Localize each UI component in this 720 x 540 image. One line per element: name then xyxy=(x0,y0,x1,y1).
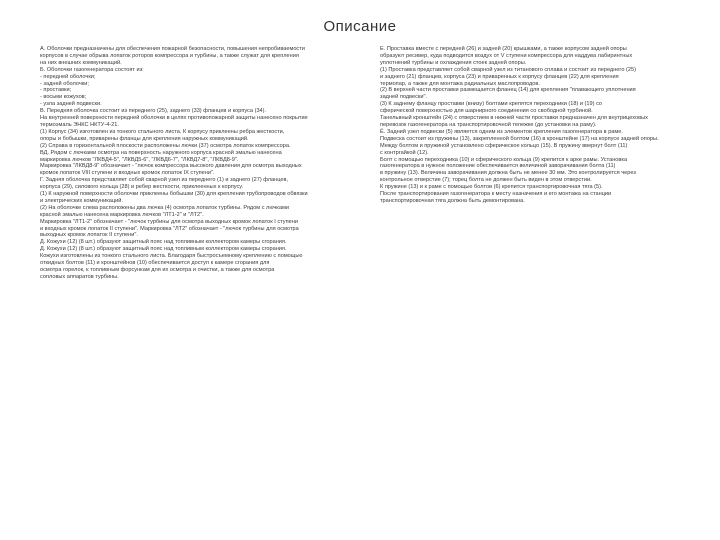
left-column-paragraph: На внутренней поверхности передней оболочки в целях противопожарной защиты нанесено покрытие xyxy=(40,115,308,122)
right-column-paragraph: контрольное отверстие (7); торец болта не должен быть виден в этом отверстии. xyxy=(380,177,592,184)
left-column-paragraph: корпуса (29), силового кольца (28) и ребер жесткости, приклеенных к корпусу. xyxy=(40,184,244,191)
right-column-paragraph: Подвеска состоит из пружины (13), закрепленной болтом (16) в кронштейне (17) на корпусе задней опоры. xyxy=(380,135,659,142)
right-column-paragraph: термопар, а также для монтажа радиальных маслопроводов. xyxy=(380,80,540,87)
left-column-paragraph: - узла задней подвески. xyxy=(40,101,102,108)
right-column-paragraph: и заднего (21) фланцев, корпуса (23) и приваренных к корпусу фланцев (22) для крепления xyxy=(380,73,619,80)
left-column-paragraph: корпусов в случае обрыва лопаток роторов компрессора и турбины, а также служат для крепления xyxy=(40,52,299,59)
left-column-paragraph: В. Передняя оболочка состоит из переднего (25), заднего (33) фланцев и корпуса (34). xyxy=(40,108,267,115)
left-column-paragraph: (1) Корпус (34) изготовлен из тонкого стального листа. К корпусу приклеены ребра жесткости, xyxy=(40,128,285,135)
left-column-paragraph: Г. Задняя оболочка представляет собой сварной узел из переднего (1) и заднего (27) фланцев, xyxy=(40,177,289,184)
left-column-paragraph: - задней оболочки; xyxy=(40,80,89,87)
left-column-paragraph: осмотра горелок, к топливным форсункам для их осмотра и очистки, а также для осмотра xyxy=(40,267,275,273)
right-column-paragraph: задней подвески". xyxy=(380,94,428,101)
left-column-paragraph: Б. Оболочки газогенератора состоят из: xyxy=(40,66,144,73)
left-column-paragraph: маркировка лючков "ЛКВД4-5", "ЛКВД5-6", "ЛКВД6-7", "ЛКВД7-8", "ЛКВД8-9". xyxy=(40,156,239,163)
right-text-column xyxy=(380,46,680,205)
right-column-paragraph: газогенератора в нужное положение обеспечивается величиной заворачивания болта (11) xyxy=(380,163,616,170)
left-text-column xyxy=(40,46,352,281)
right-column-paragraph: транспортировочная тяга должна быть демонтирована. xyxy=(380,197,525,204)
right-column-paragraph: После транспортирования газогенератора к месту назначения и его монтажа на станции xyxy=(380,191,612,198)
left-column-paragraph: выходных кромок лопаток II ступени". xyxy=(40,232,138,239)
left-column-paragraph: - восьми кожухов; xyxy=(40,94,87,101)
left-column-paragraph: ВД. Рядом с лючками осмотра на поверхность наружного корпуса красной эмалью нанесена xyxy=(40,149,282,156)
left-column-paragraph: - проставки; xyxy=(40,87,72,94)
left-column-paragraph: (1) К наружной поверхности оболочки приклеены бобышки (30) для крепления трубопроводов обвязки xyxy=(40,191,308,198)
left-column-paragraph: - передней оболочки; xyxy=(40,73,96,80)
right-column-paragraph: Между болтом и пружиной установлено сферическое кольцо (15). В пружину ввернут болт (11) xyxy=(380,142,628,149)
left-column-paragraph: опоры и бобышки, приварены фланцы для крепления наружных коммуникаций. xyxy=(40,135,249,142)
left-column-paragraph: на них внешних коммуникаций. xyxy=(40,59,122,66)
page-title: Описание xyxy=(323,18,397,35)
right-column-paragraph: (2) В верхней части проставки размещается фланец (14) для крепления "плавающего уплотнения xyxy=(380,87,636,94)
left-column-paragraph: кромок лопаток VIII ступени и входных кромок лопаток IX ступени". xyxy=(40,170,215,177)
right-column-paragraph: с контргайкой (12). xyxy=(380,149,429,156)
left-column-paragraph: Д. Кожухи (12) (8 шт.) образуют защитный пояс над топливным коллектором камеры сгорания. xyxy=(40,239,287,246)
left-column-paragraph: и электрических коммуникаций. xyxy=(40,197,123,204)
right-column-paragraph: образуют ресивер, куда подводится воздух от V ступени компрессора для наддува лабиринтных xyxy=(380,52,633,59)
right-column-paragraph: Танельвный кронштейн (24) с отверстием в нижней части проставки предназначен для внутрицеховых xyxy=(380,115,648,122)
right-column-paragraph: перевозок газогенератора на транспортировочной тележке (до установки на раму). xyxy=(380,121,597,128)
right-column-paragraph: (1) Проставка представляет собой сварной узел из титанового сплава и состоит из переднего (25) xyxy=(380,66,636,73)
right-column-paragraph: сферической поверхностью для шарнирного соединения со свободной турбиной. xyxy=(380,108,593,115)
left-column-paragraph: сопловых аппаратов турбины. xyxy=(40,273,119,280)
right-column-paragraph: Ё. Задний узел подвески (5) является одним из элементов крепления газогенератора в раме. xyxy=(380,128,623,135)
right-column-paragraph: К пружине (13) и к раме с помощью болтов (6) крепится транспортировочная тяга (5). xyxy=(380,184,603,191)
right-column-paragraph: (3) К заднему фланцу проставки (внизу) болтами крепятся переходники (18) и (19) со xyxy=(380,101,603,108)
left-column-paragraph: красной эмалью нанесена маркировка лючков "ЛТ1-2" и "ЛТ2". xyxy=(40,211,204,218)
left-column-paragraph: Маркировка "ЛКВД8-9" обозначает - "лючок компрессора высокого давления для осмотра выходных xyxy=(40,163,302,170)
left-column-paragraph: откидных болтов (11) и кронштейнов (10) обеспечивается доступ к камере сгорания для xyxy=(40,260,270,267)
left-column-paragraph: и входных кромок лопаток II ступени". Маркировка "ЛТ2" обозначает - "лючок турбины для осмотра xyxy=(40,225,299,232)
right-column-paragraph: в пружину (13). Величина заворачивания должна быть не менее 30 мм. Это контролируется через xyxy=(380,170,636,177)
left-column-paragraph: Кожухи изготовлены из тонкого стального листа. Благодаря быстросъемному креплению с помощью xyxy=(40,253,303,260)
left-column-paragraph: Д. Кожухи (12) (8 шт.) образуют защитный пояс над топливным коллектором камеры сгорания. xyxy=(40,246,287,253)
left-column-paragraph: (2) Справа в горизонтальной плоскости расположены лючки (37) осмотра лопаток компрессора. xyxy=(40,142,291,149)
left-column-paragraph: термоэмаль ЭНКС НКТУ-4-21. xyxy=(40,121,119,128)
left-column-paragraph: Маркировка "ЛТ1-2" обозначает - "лючок турбины для осмотра выходных кромок лопаток I ступени xyxy=(40,218,298,225)
left-column-paragraph: А. Оболочки предназначены для обеспечения пожарной безопасности, повышения непробиваемости xyxy=(40,46,305,52)
right-column-paragraph: Болт с помощью переходника (10) и сферического кольца (9) крепится к арке рамы. Установка xyxy=(380,156,628,163)
right-column-paragraph: уплотнений турбины и охлаждения стоек задней опоры. xyxy=(380,59,527,66)
right-column-paragraph: Е. Проставка вместе с передней (26) и задней (20) крышками, а также корпусом задней опоры xyxy=(380,46,627,52)
left-column-paragraph: (2) На оболочке слева расположены два лючка (4) осмотра лопаток турбины. Рядом с лючками xyxy=(40,204,289,211)
